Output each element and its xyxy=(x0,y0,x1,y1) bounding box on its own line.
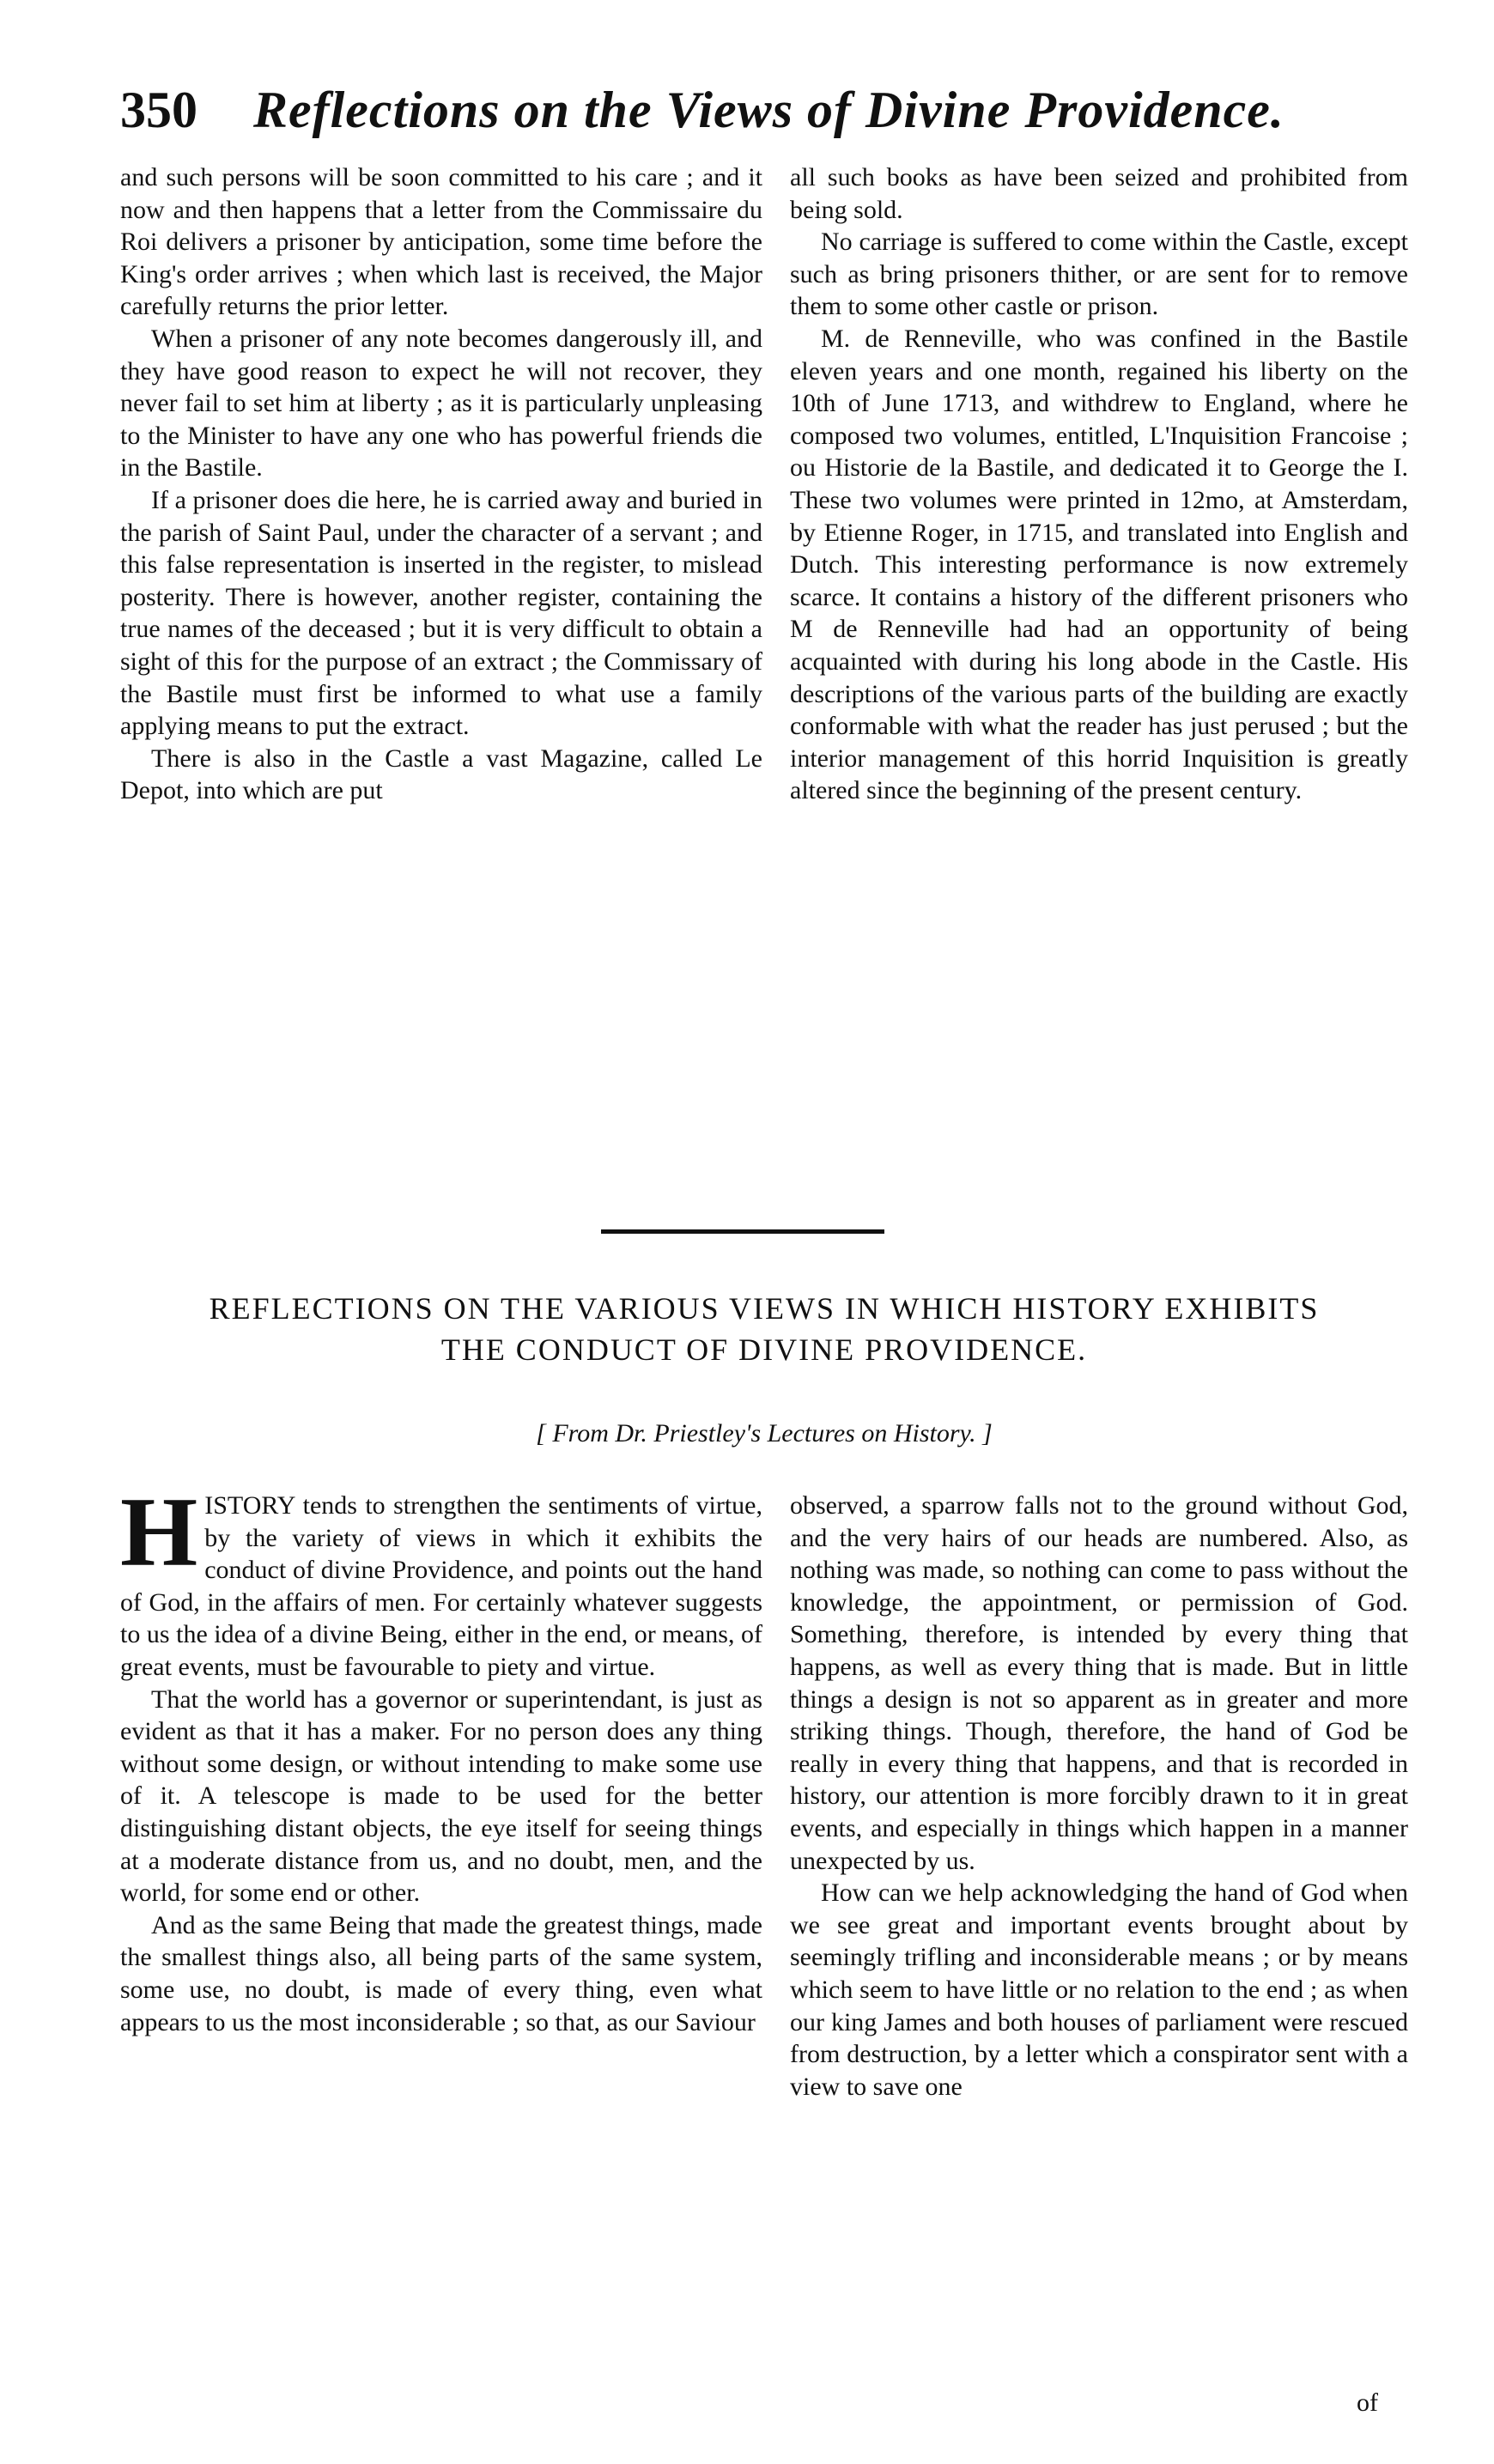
paragraph: And as the same Being that made the greatest things, made the smallest things also, all being parts of the same system, some use, no doubt, is made of every thing, even what appears to us the most inconsiderable ; so that, as our Saviour xyxy=(120,1910,762,2036)
article-title-line: THE CONDUCT OF DIVINE PROVIDENCE. xyxy=(440,1332,1088,1367)
paragraph: There is also in the Castle a vast Magazine, called Le Depot, into which are put xyxy=(120,743,762,805)
paragraph: No carriage is suffered to come within the Castle, except such as bring prisoners thither, or are sent for to remove them to some other castle or prison. xyxy=(790,228,1408,321)
bottom-left-column xyxy=(120,1478,762,2038)
bottom-right-column xyxy=(790,1490,1408,2103)
paragraph xyxy=(120,1478,762,1684)
page-number: 350 xyxy=(120,82,197,138)
paragraph: How can we help acknowledging the hand of God when we see great and important events brought about by seemingly trifling and inconsiderable means ; or by means which seem to have little or no relation to the end ; as when our king James and both houses of parliament were rescued from destruction, by a letter which a conspirator sent with a view to save one xyxy=(790,1878,1408,2101)
paragraph: When a prisoner of any note becomes dangerously ill, and they have good reason to expect he will not recover, they never fail to set him at liberty ; as it is particularly unpleasing to the Minister to have any one who has powerful friends die in the Bastile. xyxy=(120,324,762,482)
paragraph-text: ISTORY tends to strengthen the sentiments of virtue, by the variety of views in which it exhibits the conduct of divine Providence, and points out the hand of God, in the affairs of men. For certainly whatever suggests to us the idea of a divine Being, either in the end, or means, of great events, must be favourable to piety and virtue. xyxy=(120,1491,762,1681)
running-title: Reflections on the Views of Divine Providence. xyxy=(253,82,1284,138)
top-right-column xyxy=(790,161,1408,807)
paragraph: If a prisoner does die here, he is carried away and buried in the parish of Saint Paul, under the character of a servant ; and this false representation is inserted in the register, to mislead posterity. There is however, another register, containing the true names of the deceased ; but it is very difficult to obtain a sight of this for the purpose of an extract ; the Commissary of the Bastile must first be informed to what use a family applying means to put the extract. xyxy=(120,485,762,741)
drop-cap: H xyxy=(120,1478,198,1587)
paragraph: That the world has a governor or superintendant, is just as evident as that it has a maker. For no person does any thing without some design, or without intending to make some use of it. A telescope is made to be used for the better distinguishing distant objects, the eye itself for seeing things at a moderate distance from us, and no doubt, men, and the world, for some end or other. xyxy=(120,1684,762,1908)
paragraph: and such persons will be soon committed to his care ; and it now and then happens that a letter from the Commissaire du Roi delivers a prisoner by anticipation, some time before the King's order arrives ; when which last is received, the Major carefully returns the prior letter. xyxy=(120,163,762,321)
paragraph: all such books as have been seized and prohibited from being sold. xyxy=(790,163,1408,224)
article-title xyxy=(129,1288,1400,1370)
article-title-line: REFLECTIONS ON THE VARIOUS VIEWS IN WHICH HISTORY EXHIBITS xyxy=(209,1291,1320,1326)
section-divider xyxy=(601,1229,884,1234)
paragraph: M. de Renneville, who was confined in the Bastile eleven years and one month, regained his liberty on the 10th of June 1713, and withdrew to England, where he composed two volumes, entitled, L'Inquisition Francoise ; ou Historie de la Bastile, and dedicated it to George the I. These two volumes were printed in 12mo, at Amsterdam, by Etienne Roger, in 1715, and translated into English and Dutch. This interesting performance is now extremely scarce. It contains a history of the different prisoners who M de Renneville had had an opportunity of being acquainted with during his long abode in the Castle. His descriptions of the various parts of the building are exactly conformable with what the reader has just perused ; but the interior management of this horrid Inquisition is greatly altered since the beginning of the present century. xyxy=(790,324,1408,805)
top-left-column xyxy=(120,161,762,807)
paragraph: observed, a sparrow falls not to the ground without God, and the very hairs of our heads are numbered. Also, as nothing was made, so nothing can come to pass without the knowledge, the appointment, or permission of God. Something, therefore, is intended by every thing that happens, as well as every thing that is made. But in little things a design is not so apparent as in greater and more striking things. Though, therefore, the hand of God be really in every thing that happens, and that is recorded in history, our attention is more forcibly drawn to it in great events, and especially in things which happen in a manner unexpected by us. xyxy=(790,1491,1408,1875)
article-source: [ From Dr. Priestley's Lectures on History. ] xyxy=(536,1419,993,1447)
page-header xyxy=(120,76,1408,144)
catchword: of xyxy=(1357,2388,1378,2417)
